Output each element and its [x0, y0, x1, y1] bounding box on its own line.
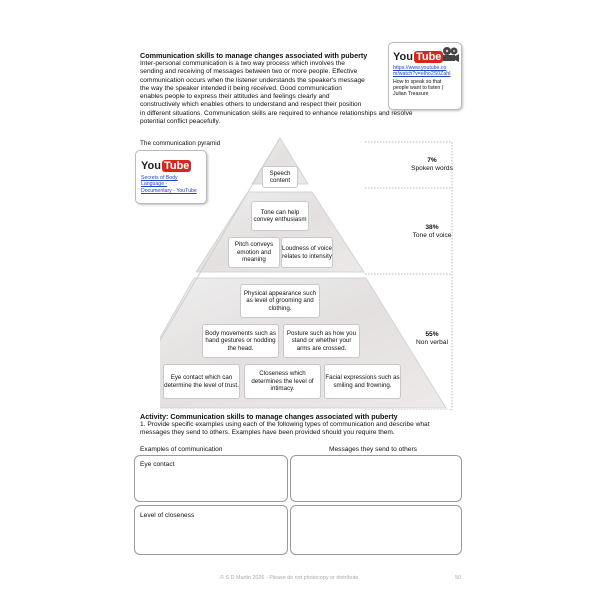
pyramid-item-pitch: Pitch conveys emotion and meaning — [228, 237, 280, 268]
tier-name: Tone of voice — [412, 232, 452, 239]
footer-copyright: © S D Martin 2026 - Please do not photocopy or distribute — [220, 575, 359, 581]
pyramid-item-facial-expressions: Facial expressions such as smiling and frowning. — [324, 364, 401, 399]
pyramid-item-physical-appearance: Physical appearance such as level of grooming and clothing. — [240, 284, 320, 318]
column-header-examples: Examples of communication — [140, 446, 223, 453]
intro-line: the way the speaker intended it being received. Good communication — [140, 84, 342, 92]
instruction-line: 1. Provide specific examples using each of the following types of communication and describe what — [140, 421, 430, 428]
intro-line: constructively which enables others to understand and respect their position — [140, 101, 362, 109]
activity-instructions — [140, 421, 480, 438]
youtube-link[interactable]: https://www.youtube.co — [393, 65, 447, 71]
youtube-video-card-1[interactable] — [388, 42, 462, 110]
intro-line: in different situations. Communication skills are required to enhance relationships and resolve — [140, 109, 413, 117]
answer-box-eye-contact-message[interactable] — [290, 455, 462, 502]
intro-line: potential conflict peacefully. — [140, 118, 221, 126]
intro-line: Inter-personal communication is a two way process which involves the — [140, 60, 345, 67]
video-description: people want to listen | — [393, 84, 444, 91]
instruction-line: messages they send to others. Examples have been provided should you require them. — [140, 429, 395, 437]
pyramid-item-loudness: Loudness of voice relates to intensity — [281, 237, 333, 268]
activity-title: Activity: Communication skills to manage changes associated with puberty — [140, 412, 398, 421]
page-number: 50 — [455, 575, 461, 581]
pyramid-item-tone: Tone can help convey enthusiasm — [251, 201, 309, 231]
tier-label-tone — [392, 224, 472, 240]
intro-line: sending and receiving of messages between two or more people. Effective — [140, 68, 358, 76]
column-header-messages: Messages they send to others — [329, 446, 417, 453]
video-description: How to speak so that — [393, 78, 442, 85]
row-label-eye-contact: Eye contact — [140, 461, 175, 468]
tier-name: Non verbal — [416, 339, 448, 346]
pyramid-item-speech-content: Speech content — [262, 166, 298, 188]
tier-percent: 38% — [425, 224, 439, 231]
pyramid-item-posture: Posture such as how you stand or whether your arms are crossed. — [283, 324, 360, 358]
tier-percent: 7% — [427, 157, 437, 164]
tier-name: Spoken words — [411, 165, 453, 172]
film-reel-icon — [441, 46, 459, 62]
row-label-closeness: Level of closeness — [140, 512, 195, 519]
youtube-link[interactable]: Language - — [141, 181, 168, 188]
youtube-logo: You Tube — [141, 160, 190, 172]
intro-line: enables people to express their attitudes and feelings clearly and — [140, 93, 330, 101]
tier-percent: 55% — [425, 331, 439, 338]
pyramid-item-closeness: Closeness which determines the level of intimacy. — [244, 364, 321, 399]
pyramid-item-body-movements: Body movements such as hand gestures or nodding the head. — [202, 324, 279, 358]
answer-box-closeness-message[interactable] — [290, 505, 462, 555]
pyramid-label: The communication pyramid — [140, 140, 221, 147]
pyramid-item-eye-contact: Eye contact which can determine the level of trust. — [163, 364, 240, 399]
youtube-logo: You Tube — [393, 51, 442, 63]
youtube-link[interactable]: m/watch?v=eIho2S0ZahI — [393, 71, 451, 78]
intro-line: communication occurs when the listener understands the speaker's message — [140, 76, 365, 84]
video-description: Julian Treasure — [393, 91, 429, 98]
youtube-link[interactable]: Documentary - YouTube — [141, 187, 197, 194]
youtube-link[interactable]: Secrets of Body — [141, 175, 178, 181]
page-title: Communication skills to manage changes associated with puberty — [140, 51, 368, 60]
tier-label-nonverbal — [392, 331, 472, 347]
tier-label-spoken — [392, 157, 472, 173]
